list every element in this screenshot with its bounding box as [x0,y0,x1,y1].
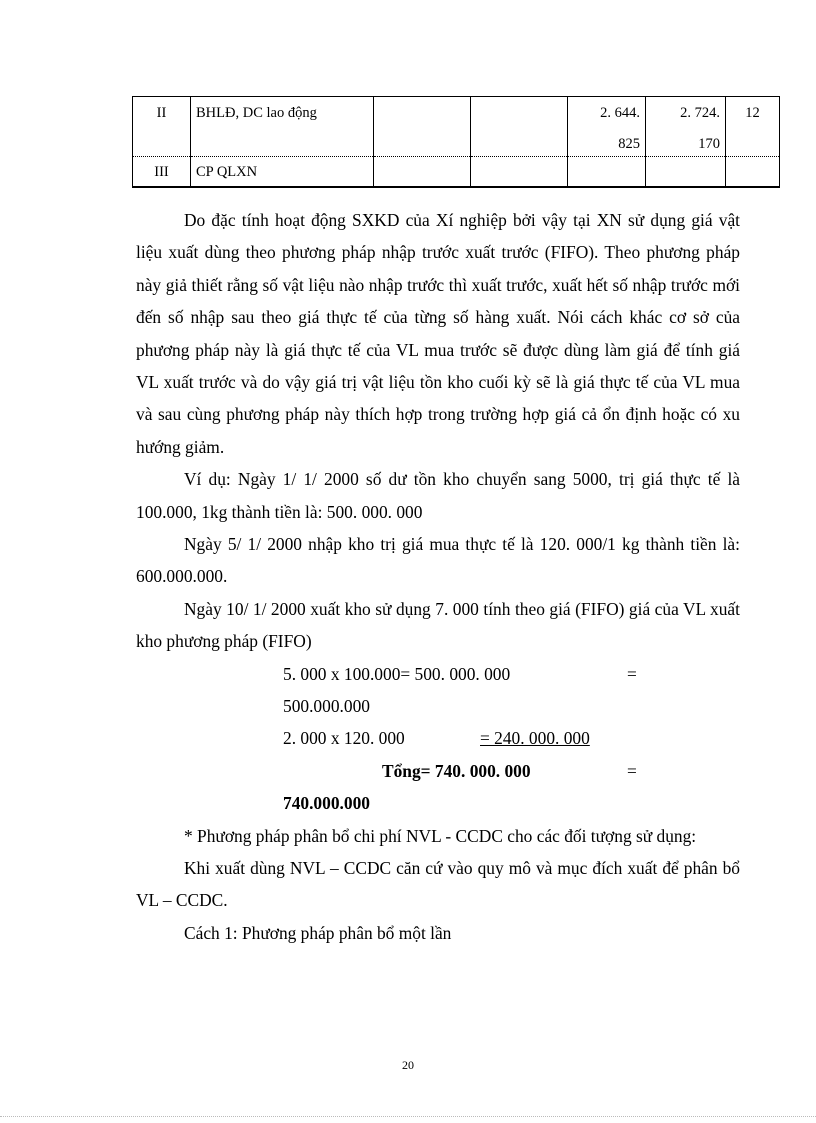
row-value-2 [646,157,726,187]
calc-line-1-left: 5. 000 x 100.000= 500. 000. 000 [283,663,511,684]
cost-table [132,96,780,188]
row-count [726,157,780,187]
cost-table-fragment [132,96,779,188]
row-value-1-part-b: 825 [618,136,640,152]
paragraph-export: Ngày 10/ 1/ 2000 xuất kho sử dụng 7. 000 tính theo giá (FIFO) giá của VL xuất kho phương pháp (FIFO) [136,598,740,652]
row-cell-empty [471,157,568,187]
calc-total-value: 740.000.000 [283,793,370,814]
calc-line-3 [136,722,740,754]
table-row [133,97,780,157]
paragraph-fifo-method: Do đặc tính hoạt động SXKD của Xí nghiệp bởi vậy tại XN sử dụng giá vật liệu xuất dùng theo phương pháp nhập trước xuất trước (FIFO). Theo phương pháp này giả thiết rằng số vật liệu nào nhập trước thì xuất trước, xuất hết số nhập trước mới đến số nhập sau theo giá thực tế của từng số hàng xuất. Nói cách khác cơ sở của phương pháp này là giá thực tế của VL mua trước sẽ được dùng làm giá để tính giá VL xuất trước và do vậy giá trị vật liệu tồn kho cuối kỳ sẽ là giá thực tế của VL mua và sau cùng phương pháp này thích hợp trong trường hợp giá cả ổn định hoặc có xu hướng giảm. [136,210,740,457]
paragraph-allocation-heading: * Phương pháp phân bổ chi phí NVL - CCDC cho các đối tượng sử dụng: [184,825,697,846]
calculation-block [136,658,740,820]
calc-line-5 [136,787,740,819]
calc-line-4-equals: = [627,760,637,781]
row-name: BHLĐ, DC lao động [191,97,374,157]
row-value-2 [646,97,726,157]
page-number: 20 [402,1058,414,1072]
paragraph-method-1: Cách 1: Phương pháp phân bổ một lần [184,922,452,943]
row-value-1 [568,157,646,187]
row-value-1-part-a: 2. 644. [600,105,640,121]
document-body [136,204,740,949]
row-count: 12 [726,97,780,157]
paragraph-import: Ngày 5/ 1/ 2000 nhập kho trị giá mua thực tế là 120. 000/1 kg thành tiền là: 600.000.000. [136,534,740,587]
row-value-1 [568,97,646,157]
calc-line-1-equals: = [627,663,637,684]
calc-line-1 [136,658,740,690]
calc-total: Tổng= 740. 000. 000 [382,760,531,781]
row-index: III [133,157,191,187]
calc-line-2 [136,690,740,722]
table-row [133,157,780,187]
row-cell-empty [374,97,471,157]
calc-line-2-value: 500.000.000 [283,696,370,717]
row-cell-empty [374,157,471,187]
calc-line-3-left: 2. 000 x 120. 000 [283,728,405,749]
row-index: II [133,97,191,157]
paragraph-allocation: Khi xuất dùng NVL – CCDC căn cứ vào quy mô và mục đích xuất để phân bổ VL – CCDC. [136,858,740,911]
calc-line-3-right: = 240. 000. 000 [480,728,590,749]
row-name: CP QLXN [191,157,374,187]
row-value-2-part-a: 2. 724. [680,105,720,121]
page-bottom-divider [0,1116,816,1117]
paragraph-example: Ví dụ: Ngày 1/ 1/ 2000 số dư tồn kho chuyển sang 5000, trị giá thực tế là 100.000, 1kg thành tiền là: 500. 000. 000 [136,469,740,522]
row-cell-empty [471,97,568,157]
row-value-2-part-b: 170 [698,136,720,152]
calc-line-4 [136,755,740,787]
